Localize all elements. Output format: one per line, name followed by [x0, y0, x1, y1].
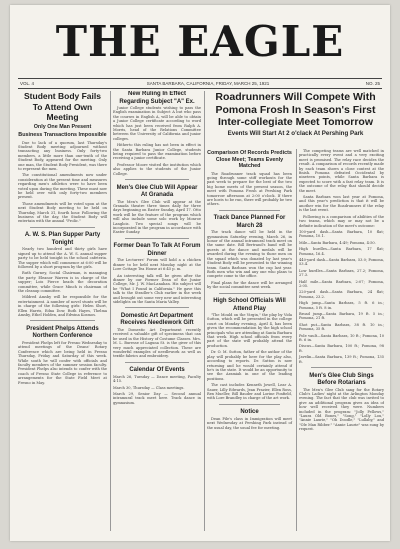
article-paragraph: The Domestic Art Department recently received a valuable gift of specimens that can be used in the History of Costume Classes. Mrs. M. L. Buresse of Laguna St. is the giver of this very much appreciated collection. These are wonderful examples of needlework as well as textile fabrics and embroidery.: [113, 327, 201, 359]
masthead: [10, 11, 390, 77]
result-item: Shot put—Santa Barbara, 38 ft. 10 in.; Pomona, 35 ft.: [299, 322, 384, 332]
lead-story-columns: [207, 91, 384, 531]
result-item: Broad jump—Santa Barbara, 19 ft. 5 in.; Pomona, 21 ft.: [299, 312, 384, 321]
headline-president-phelps: President Phelps Attends Northern Conference: [26, 325, 99, 340]
column-4: [299, 149, 384, 434]
column-2: [113, 91, 201, 407]
article-paragraph: Ruth Gurney, Social Chairman, is managing the party. Eleanor Warren is in charge of the supper; Lois Pierce heads the decoration committee, while Grace Minch is chairman of the cleanup committee.: [18, 271, 107, 293]
result-item: Half mile—Santa Barbara, 2:07; Pomona, 2:05.: [299, 279, 384, 288]
column-1: [18, 91, 107, 387]
result-item: Pole vault—Santa Barbara, 10 ft.; Pomona, 10 ft. 6 in.: [299, 333, 384, 343]
result-item: 440-yard dash—Santa Barbara, 53.0; Pomona, 53.4.: [299, 257, 384, 267]
article-paragraph: The Roadrunner track squad has been going through some stiff workouts for the past week to prepare for the best of the two big home meets of the present season, the meet with Pomona Frosh at Pershing Park tomorrow afternoon at 2:00 o'clock. If there are hosts to be run, there will probably be two others.: [207, 171, 292, 207]
headline-track-dance: Track Dance Planned For March 28: [213, 215, 286, 229]
result-item: High hurdles—Santa Barbara, 17 flat; Pomona, 16.4.: [299, 247, 384, 256]
result-item: Low hurdles—Santa Barbara, 27.2; Pomona, 27.3.: [299, 268, 384, 278]
deck-events-start: Events Will Start At 2 o'clack At Pershing Park: [227, 129, 364, 137]
article-paragraph: The cast includes Kenneth Jowell, Lear A. Sauer, Lilly Edwards, Jean Frazier, Ellen Ross, Rex Mueller, Bill Bauder and Lorine Fonfield, with Lore Brandley in charge of the art work.: [207, 383, 292, 401]
article-paragraph: The track dance will be held in the gymnasium Saturday evening, March 26, in honor of the annual intramural track meet on the same date. Bill Bertrand's band will be guests at the dance and medals will be awarded during the evening to those men on the squad which was donated by last year's Student Body will be presented to the winning team. Santa Barbara won the cup last year. Both men who win and any one who plans to compete come to the office.: [207, 230, 292, 279]
issue-number: NO. 25: [365, 81, 380, 86]
article-paragraph: Dean Pile's class in Immigration will meet next Wednesday at Pershing Park instead of the usual day, the usual fee for meeting.: [207, 416, 292, 430]
column-3: [207, 149, 292, 432]
headline-glee-rotarians: Men's Glee Club Sings Before Rotarians: [309, 372, 374, 387]
article-paragraph: The competing teams are well matched in practically every event and a very exciting meet is promised. The relay race decides the result. A comparison of records recently made by each team shows a close contest at the finish. Pomona defeated Occidental by nineteen points, while Santa Barbara is expected to score with a fast relay team. It is the outcome of the relay that should decide the meet.: [299, 149, 384, 193]
result-item: 220-yard dash—Santa Barbara, 24 flat; Pomona, 23.2.: [299, 290, 384, 299]
article-separator: [125, 238, 189, 239]
deck-only-one-man: Only One Man Present: [33, 123, 92, 130]
article-separator: [219, 293, 280, 294]
headline-high-school: High School Officials Will Attend Play: [213, 298, 286, 312]
volume-number: VOL. 4: [20, 81, 35, 86]
headline-domestic-art: Domestic Art Department Receives Needlework Gift: [120, 312, 194, 327]
article-paragraph: The Lecturers' Forum will hold a a chicken dinner to be held next Monday night at the Lore Cottage Tea House at 6:45 p. m.: [113, 258, 201, 272]
article-paragraph: Junior College students wishing to pass the English examination in Subject A but who pass the courses in English A, will be able to obtain a Junior College certificate according to word which has just been received from Ralph A. Morris, head of the Relations Committee between the University of California and junior colleges.: [113, 106, 201, 141]
place-and-date: SANTA BARBARA, CALIFORNIA, FRIDAY, MARCH 25, 1921: [146, 81, 270, 86]
article-paragraph: Santa Barbara won last year at Pomona, and this year's prediction is that it will be another win for the Roadrunners if the relay is the last event.: [299, 195, 384, 213]
article-paragraph: President Phelps left for Fresno Wednesday to attend meetings of the Deans' Rotary Conference which are being held in Fresno Thursday, Friday and Saturday of this week. While south he will confer with officials and faculty members of the summer session faculty. President Phelps also intends to confer with the coach of Fresno State College in reference to arrangements for the State Field Meet at Fresno in May.: [18, 340, 107, 385]
masthead-title: THE EAGLE: [55, 17, 345, 66]
article-paragraph: The Men's Glee Club sang for the Rotary Club's Ladies' night at the Arlington Monday evening. The fact that the club was invited to give an additional program gives an idea of how well received they were. Numbers included in the program: "Jolly Fellows," "Laura Old Bones," "Song," "Lolly Lou," "Annie Laurie," "Oh Doodle," "Lullaby," and "Ole Man Ribber." "Annie Laurie" was sung by request.: [299, 387, 384, 432]
headline-glee-granada: Men's Glee Club Will Appear At Granada: [116, 184, 198, 199]
article-paragraph: The Men's Glee Club will appear at the Granada theatre three times daily for three days beginning on Easter Sunday, April 17. Otto work will be the feature of the program which will also include some solo work by Monroe Langlois. Two special songs will be incorporated in the program in accordance with Easter Sunday.: [113, 199, 201, 235]
calendar-item: March 29, Senior Day — Second annual intramural track meet here. Track dance in gymnasium.: [113, 391, 201, 405]
article-paragraph: Final plans for the dance will be arranged by the social committee next week.: [207, 280, 292, 290]
result-item: Discus—Santa Barbara, 100 ft.; Pomona, 98 ft.: [299, 344, 384, 353]
article-paragraph: Nearly two hundred and thirty girls have signed up to attend the A. W. S. annual supper party to be held tonight in the school cafeteria. The supper which will commence at 6:00 will be followed by a short program by the girls.: [18, 247, 107, 269]
headline-calendar: Calendar Of Events: [129, 367, 185, 374]
article-paragraph: Professor Moore visited the institution which also applies to the students of the Junior College.: [113, 162, 201, 176]
headline-student-body: Student Body Fails To Attend Own Meeting: [24, 91, 101, 122]
article-paragraph: An interesting talk will be given after the dinner by our Former Dean of the Junior College, Mr. J. W. MacLanahan. His subject will be "What I Found in California." He gave this talk to the Stradler's Club earlier in the week and brought out some very new and interesting sidelights on the Santa Maria Valley.: [113, 273, 201, 304]
headline-aws-supper: A. W. S. Plan Supper Party Tonight: [24, 232, 101, 246]
article-separator: [125, 179, 189, 180]
article-paragraph: Mildred Amsby will be responsible for the entertainment. A number of novel stunts will be in charge of the following girls: Helen Short, Ellen Harris, Edna Dow, Ruth Hayes, Thelma Amsby, Ethel Holden, and Edwina Kosmos.: [18, 295, 107, 317]
headline-former-dean: Former Dean To Talk At Forum Dinner: [113, 243, 201, 257]
headline-notice: Notice: [240, 409, 259, 416]
newspaper-page: [10, 5, 390, 541]
article-paragraph: "The Mould on the Virgin," the play by Vida Sutton, which will be presented in the college court on Monday evening, April 4, has been given the recommendation by the high school principals who are attending at Santa Barbara that week. High school officials from every part of the state will probably attend the production.: [207, 313, 292, 348]
calendar-item: March 26, Tuesday — Dance meeting, Faculty 4:15.: [113, 374, 201, 384]
result-item: High jump—Santa Barbara, 5 ft. 6 in.; Pomona, 5 ft. 8 in.: [299, 301, 384, 310]
article-paragraph: Following is a comparison of abilities of the two teams, which may or may not be a definite indication of the meet's outcome:: [299, 214, 384, 228]
article-separator: [311, 367, 372, 368]
column-rule: [204, 91, 205, 531]
article-separator: [125, 307, 189, 308]
issue-info-bar: [18, 78, 382, 89]
article-separator: [125, 362, 189, 363]
headline-roadrunners: Roadrunners Will Compete With Pomona Frosh In Season's First Inter-collegiate Meet Tomorrow: [215, 91, 376, 128]
subhead-comparison: Comparison Of Records Predicts Close Meet; Teams Evenly Matched: [207, 150, 292, 169]
subhead-business: Business Transactions Impossible: [18, 132, 107, 138]
article-paragraph: Due to lack of a quorum, last Thursday's Student Body meeting adjourned without transacting any business. Only forty-two members, a little more than one-tenth of the Student Body, appeared for the meeting. Only one man, the Student Body President, was there to represent the men.: [18, 140, 107, 171]
column-rule: [110, 91, 111, 531]
result-item: Javelin—Santa Barbara, 139 ft.; Pomona, 135 ft.: [299, 355, 384, 364]
meet-results-list: [299, 230, 384, 364]
article-paragraph: Dr. O. M. Sutton, father of the author of the play will probably be here for the play also, according to reports. Dr. Sutton is now returning and he would certainly attend if he's in the state. It would be an opportunity to see the Aramiah in one of the leading positions.: [207, 350, 292, 381]
calendar-item: March 30, Thursday — Class meetings.: [113, 385, 185, 390]
article-paragraph: The constitutional amendments now under consideration at the present time and measures regarding men's athletics were to have been voted upon during the meeting. These must now be held over with only forty-two members present.: [18, 173, 107, 200]
headline-new-ruling: New Ruling In Effect Regarding Subject "A" Ex.: [119, 91, 195, 105]
result-item: Mile—Santa Barbara, 4:49; Pomona, 4:50.: [299, 240, 376, 245]
article-separator: [30, 320, 95, 321]
article-separator: [219, 210, 280, 211]
article-paragraph: Hitherto this ruling has not been in effect in the Santa Barbara Junior College, students being required to pass the examination before receiving a junior certificate.: [113, 143, 201, 161]
article-separator: [219, 404, 280, 405]
result-item: 100-yard dash—Santa Barbara, 10 flat; Pomona, 10.1.: [299, 229, 384, 239]
article-paragraph: Those amendments will be voted upon at the next Student Body meeting to be held on Thursday, March 31, fourth hour. Following the business of the day, the Student Body will entertain with the annual "Frolic.": [18, 201, 107, 224]
article-separator: [30, 227, 95, 228]
